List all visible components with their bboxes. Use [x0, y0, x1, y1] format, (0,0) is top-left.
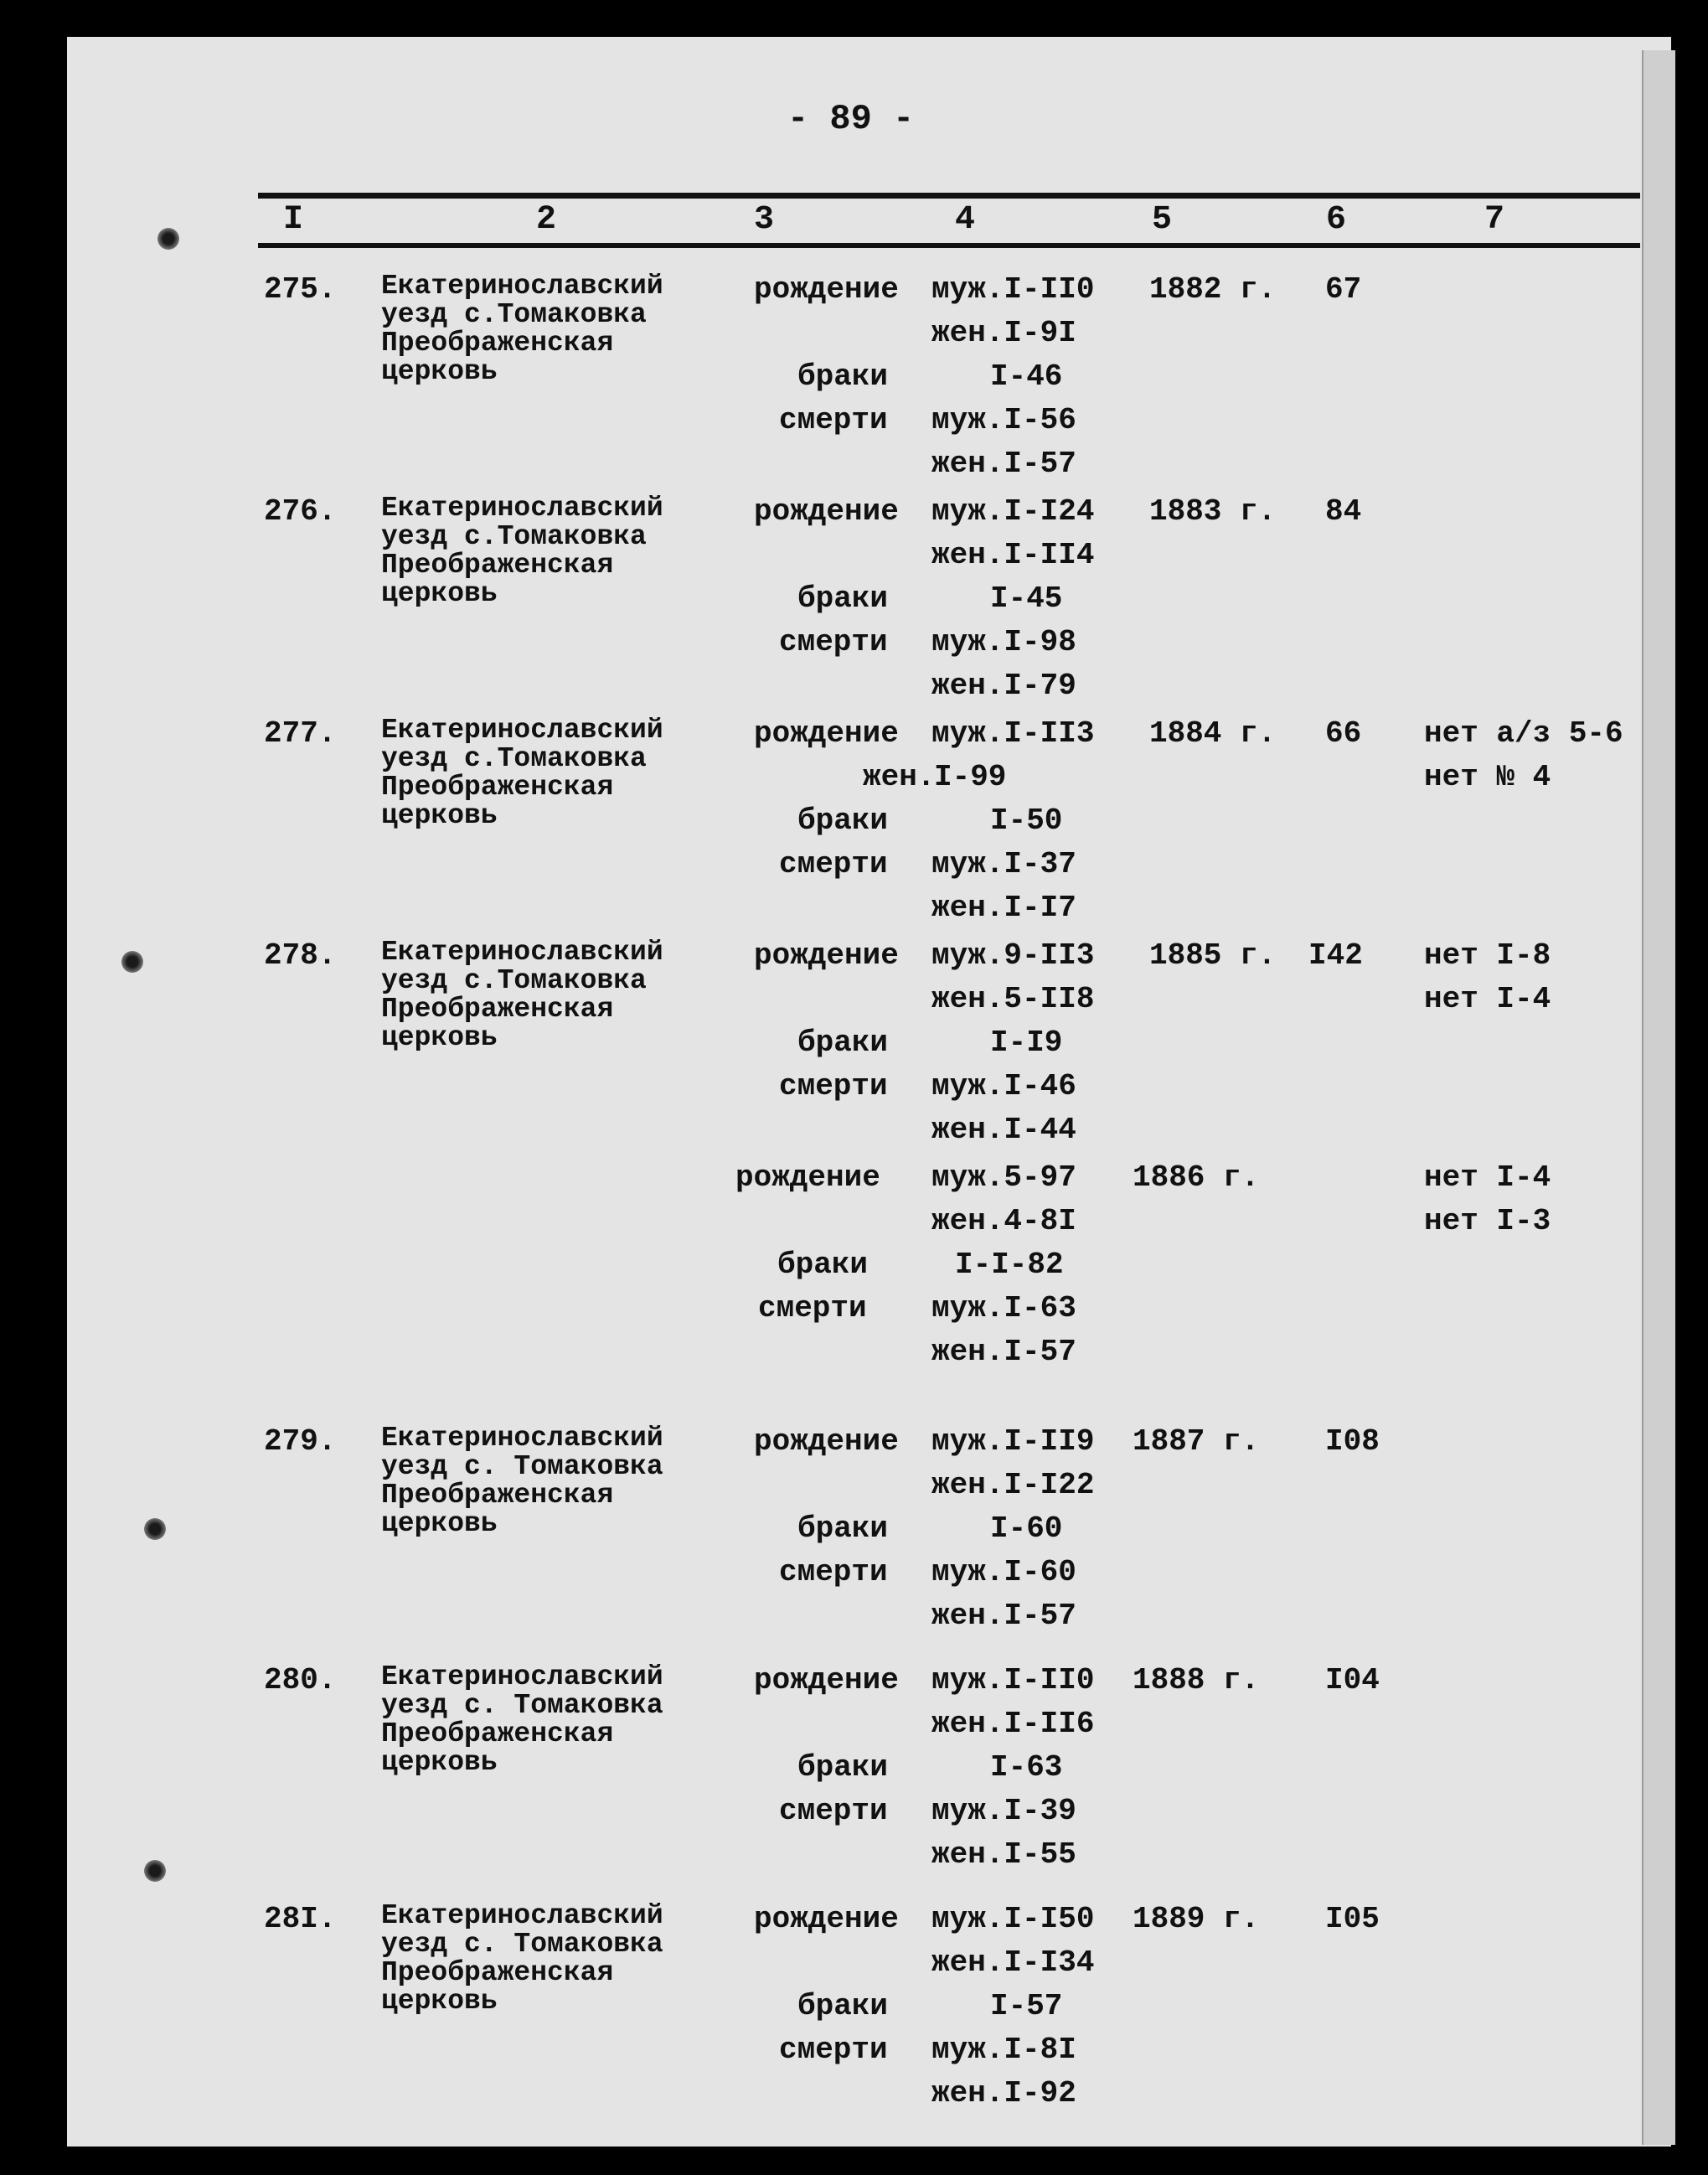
punch-hole — [157, 228, 179, 250]
location-line: Преображенская — [381, 1957, 614, 1988]
header-rule-top — [258, 193, 1640, 199]
record-count: I-57 — [990, 1989, 1063, 2023]
record-count: I-63 — [990, 1750, 1063, 1785]
location-line: Преображенская — [381, 328, 614, 359]
record-type: смерти — [779, 1069, 888, 1103]
record-type: браки — [797, 803, 889, 838]
record-year: 1885 г. — [1149, 938, 1277, 973]
record-type: браки — [797, 1750, 889, 1785]
record-count: жен.I-57 — [931, 447, 1076, 481]
record-count: муж.I-39 — [931, 1794, 1076, 1828]
location-line: уезд с. Томаковка — [381, 1929, 663, 1960]
location-line: уезд с.Томаковка — [381, 743, 647, 774]
record-type: браки — [777, 1248, 869, 1282]
record-type: браки — [797, 581, 889, 616]
record-note: нет а/з 5-6 — [1424, 716, 1623, 751]
location-line: церковь — [381, 800, 498, 831]
entry-number: 278. — [264, 938, 337, 973]
record-type: смерти — [779, 847, 888, 881]
location-line: церковь — [381, 1508, 498, 1539]
record-count: I-I-82 — [955, 1248, 1064, 1282]
record-type: рождение — [754, 1663, 899, 1697]
record-type: браки — [797, 359, 889, 394]
record-count: жен.I-55 — [931, 1837, 1076, 1872]
location-line: уезд с.Томаковка — [381, 965, 647, 996]
record-type: браки — [797, 1026, 889, 1060]
record-note: нет I-4 — [1424, 982, 1551, 1016]
column-number-7: 7 — [1484, 201, 1505, 239]
record-type: смерти — [758, 1291, 867, 1325]
column-number-5: 5 — [1152, 201, 1173, 239]
column-number-4: 4 — [955, 201, 976, 239]
location-line: Екатеринославский — [381, 1661, 663, 1692]
record-year: 1884 г. — [1149, 716, 1277, 751]
entry-number: 28I. — [264, 1902, 337, 1936]
record-type: рождение — [754, 1424, 899, 1459]
record-count: жен.I-44 — [931, 1113, 1076, 1147]
location-line: уезд с. Томаковка — [381, 1690, 663, 1721]
entry-number: 280. — [264, 1663, 337, 1697]
header-rule-bottom — [258, 243, 1640, 248]
record-count: муж.9-II3 — [931, 938, 1095, 973]
location-line: Екатеринославский — [381, 1900, 663, 1931]
location-line: Екатеринославский — [381, 937, 663, 968]
record-type: смерти — [779, 2033, 888, 2067]
record-type: рождение — [754, 938, 899, 973]
location-line: уезд с.Томаковка — [381, 521, 647, 552]
record-total: I04 — [1325, 1663, 1380, 1697]
record-year: 1883 г. — [1149, 494, 1277, 529]
entry-number: 275. — [264, 272, 337, 307]
record-year: 1887 г. — [1133, 1424, 1260, 1459]
punch-hole — [144, 1860, 166, 1882]
column-number-3: 3 — [754, 201, 775, 239]
record-type: рождение — [754, 1902, 899, 1936]
record-total: I08 — [1325, 1424, 1380, 1459]
record-count: муж.I-8I — [931, 2033, 1076, 2067]
record-type: смерти — [779, 1555, 888, 1589]
record-count: I-46 — [990, 359, 1063, 394]
record-type: рождение — [754, 716, 899, 751]
record-count: муж.I-II3 — [931, 716, 1095, 751]
page-number: - 89 - — [787, 99, 915, 139]
record-year: 1889 г. — [1133, 1902, 1260, 1936]
record-type: смерти — [779, 1794, 888, 1828]
record-count: муж.I-I50 — [931, 1902, 1095, 1936]
record-count: I-50 — [990, 803, 1063, 838]
location-line: уезд с. Томаковка — [381, 1451, 663, 1482]
record-note: нет I-4 — [1424, 1160, 1551, 1195]
record-type: браки — [797, 1989, 889, 2023]
record-type: браки — [797, 1511, 889, 1546]
record-count: жен.I-II4 — [931, 538, 1095, 572]
location-line: Екатеринославский — [381, 493, 663, 524]
entry-number: 276. — [264, 494, 337, 529]
record-count: муж.5-97 — [931, 1160, 1076, 1195]
record-type: жен. — [863, 760, 936, 794]
location-line: Преображенская — [381, 994, 614, 1025]
record-count: муж.I-I24 — [931, 494, 1095, 529]
record-count: муж.I-II9 — [931, 1424, 1095, 1459]
record-count: жен.I-79 — [931, 669, 1076, 703]
record-count: муж.I-II0 — [931, 1663, 1095, 1697]
record-note: нет I-3 — [1424, 1204, 1551, 1238]
record-year: 1888 г. — [1133, 1663, 1260, 1697]
record-count: жен.I-92 — [931, 2076, 1076, 2110]
record-type: рождение — [754, 272, 899, 307]
record-count: I-45 — [990, 581, 1063, 616]
page-edge — [1642, 50, 1675, 2145]
location-line: Екатеринославский — [381, 271, 663, 302]
record-total: I42 — [1308, 938, 1363, 973]
location-line: Преображенская — [381, 1480, 614, 1511]
column-number-1: I — [283, 201, 304, 239]
location-line: Екатеринославский — [381, 1423, 663, 1454]
record-count: жен.I-I7 — [931, 891, 1076, 925]
record-type: смерти — [779, 625, 888, 659]
record-count: муж.I-56 — [931, 403, 1076, 437]
location-line: Преображенская — [381, 772, 614, 803]
column-number-2: 2 — [536, 201, 557, 239]
punch-hole — [121, 951, 143, 973]
record-count: жен.I-9I — [931, 316, 1076, 350]
record-count: муж.I-63 — [931, 1291, 1076, 1325]
record-count: жен.I-57 — [931, 1335, 1076, 1369]
record-total: I05 — [1325, 1902, 1380, 1936]
record-total: 84 — [1325, 494, 1362, 529]
record-count: муж.I-46 — [931, 1069, 1076, 1103]
record-note: нет № 4 — [1424, 760, 1551, 794]
record-count: жен.5-II8 — [931, 982, 1095, 1016]
location-line: Екатеринославский — [381, 715, 663, 746]
record-count: I-99 — [934, 760, 1007, 794]
punch-hole — [144, 1518, 166, 1540]
location-line: Преображенская — [381, 550, 614, 581]
record-count: муж.I-98 — [931, 625, 1076, 659]
location-line: Преображенская — [381, 1718, 614, 1749]
record-count: жен.I-57 — [931, 1599, 1076, 1633]
record-year: 1882 г. — [1149, 272, 1277, 307]
entry-number: 279. — [264, 1424, 337, 1459]
location-line: церковь — [381, 1747, 498, 1778]
record-count: I-I9 — [990, 1026, 1063, 1060]
record-total: 66 — [1325, 716, 1362, 751]
entry-number: 277. — [264, 716, 337, 751]
column-number-6: 6 — [1326, 201, 1347, 239]
location-line: церковь — [381, 1022, 498, 1053]
location-line: церковь — [381, 356, 498, 387]
record-year: 1886 г. — [1133, 1160, 1260, 1195]
record-count: муж.I-II0 — [931, 272, 1095, 307]
location-line: уезд с.Томаковка — [381, 299, 647, 330]
record-count: муж.I-37 — [931, 847, 1076, 881]
record-count: жен.I-I34 — [931, 1945, 1095, 1980]
record-count: жен.4-8I — [931, 1204, 1076, 1238]
record-count: муж.I-60 — [931, 1555, 1076, 1589]
record-count: жен.I-I22 — [931, 1468, 1095, 1502]
record-type: смерти — [779, 403, 888, 437]
record-type: рождение — [735, 1160, 880, 1195]
record-note: нет I-8 — [1424, 938, 1551, 973]
record-type: рождение — [754, 494, 899, 529]
location-line: церковь — [381, 578, 498, 609]
record-total: 67 — [1325, 272, 1362, 307]
location-line: церковь — [381, 1986, 498, 2017]
record-count: жен.I-II6 — [931, 1707, 1095, 1741]
record-count: I-60 — [990, 1511, 1063, 1546]
